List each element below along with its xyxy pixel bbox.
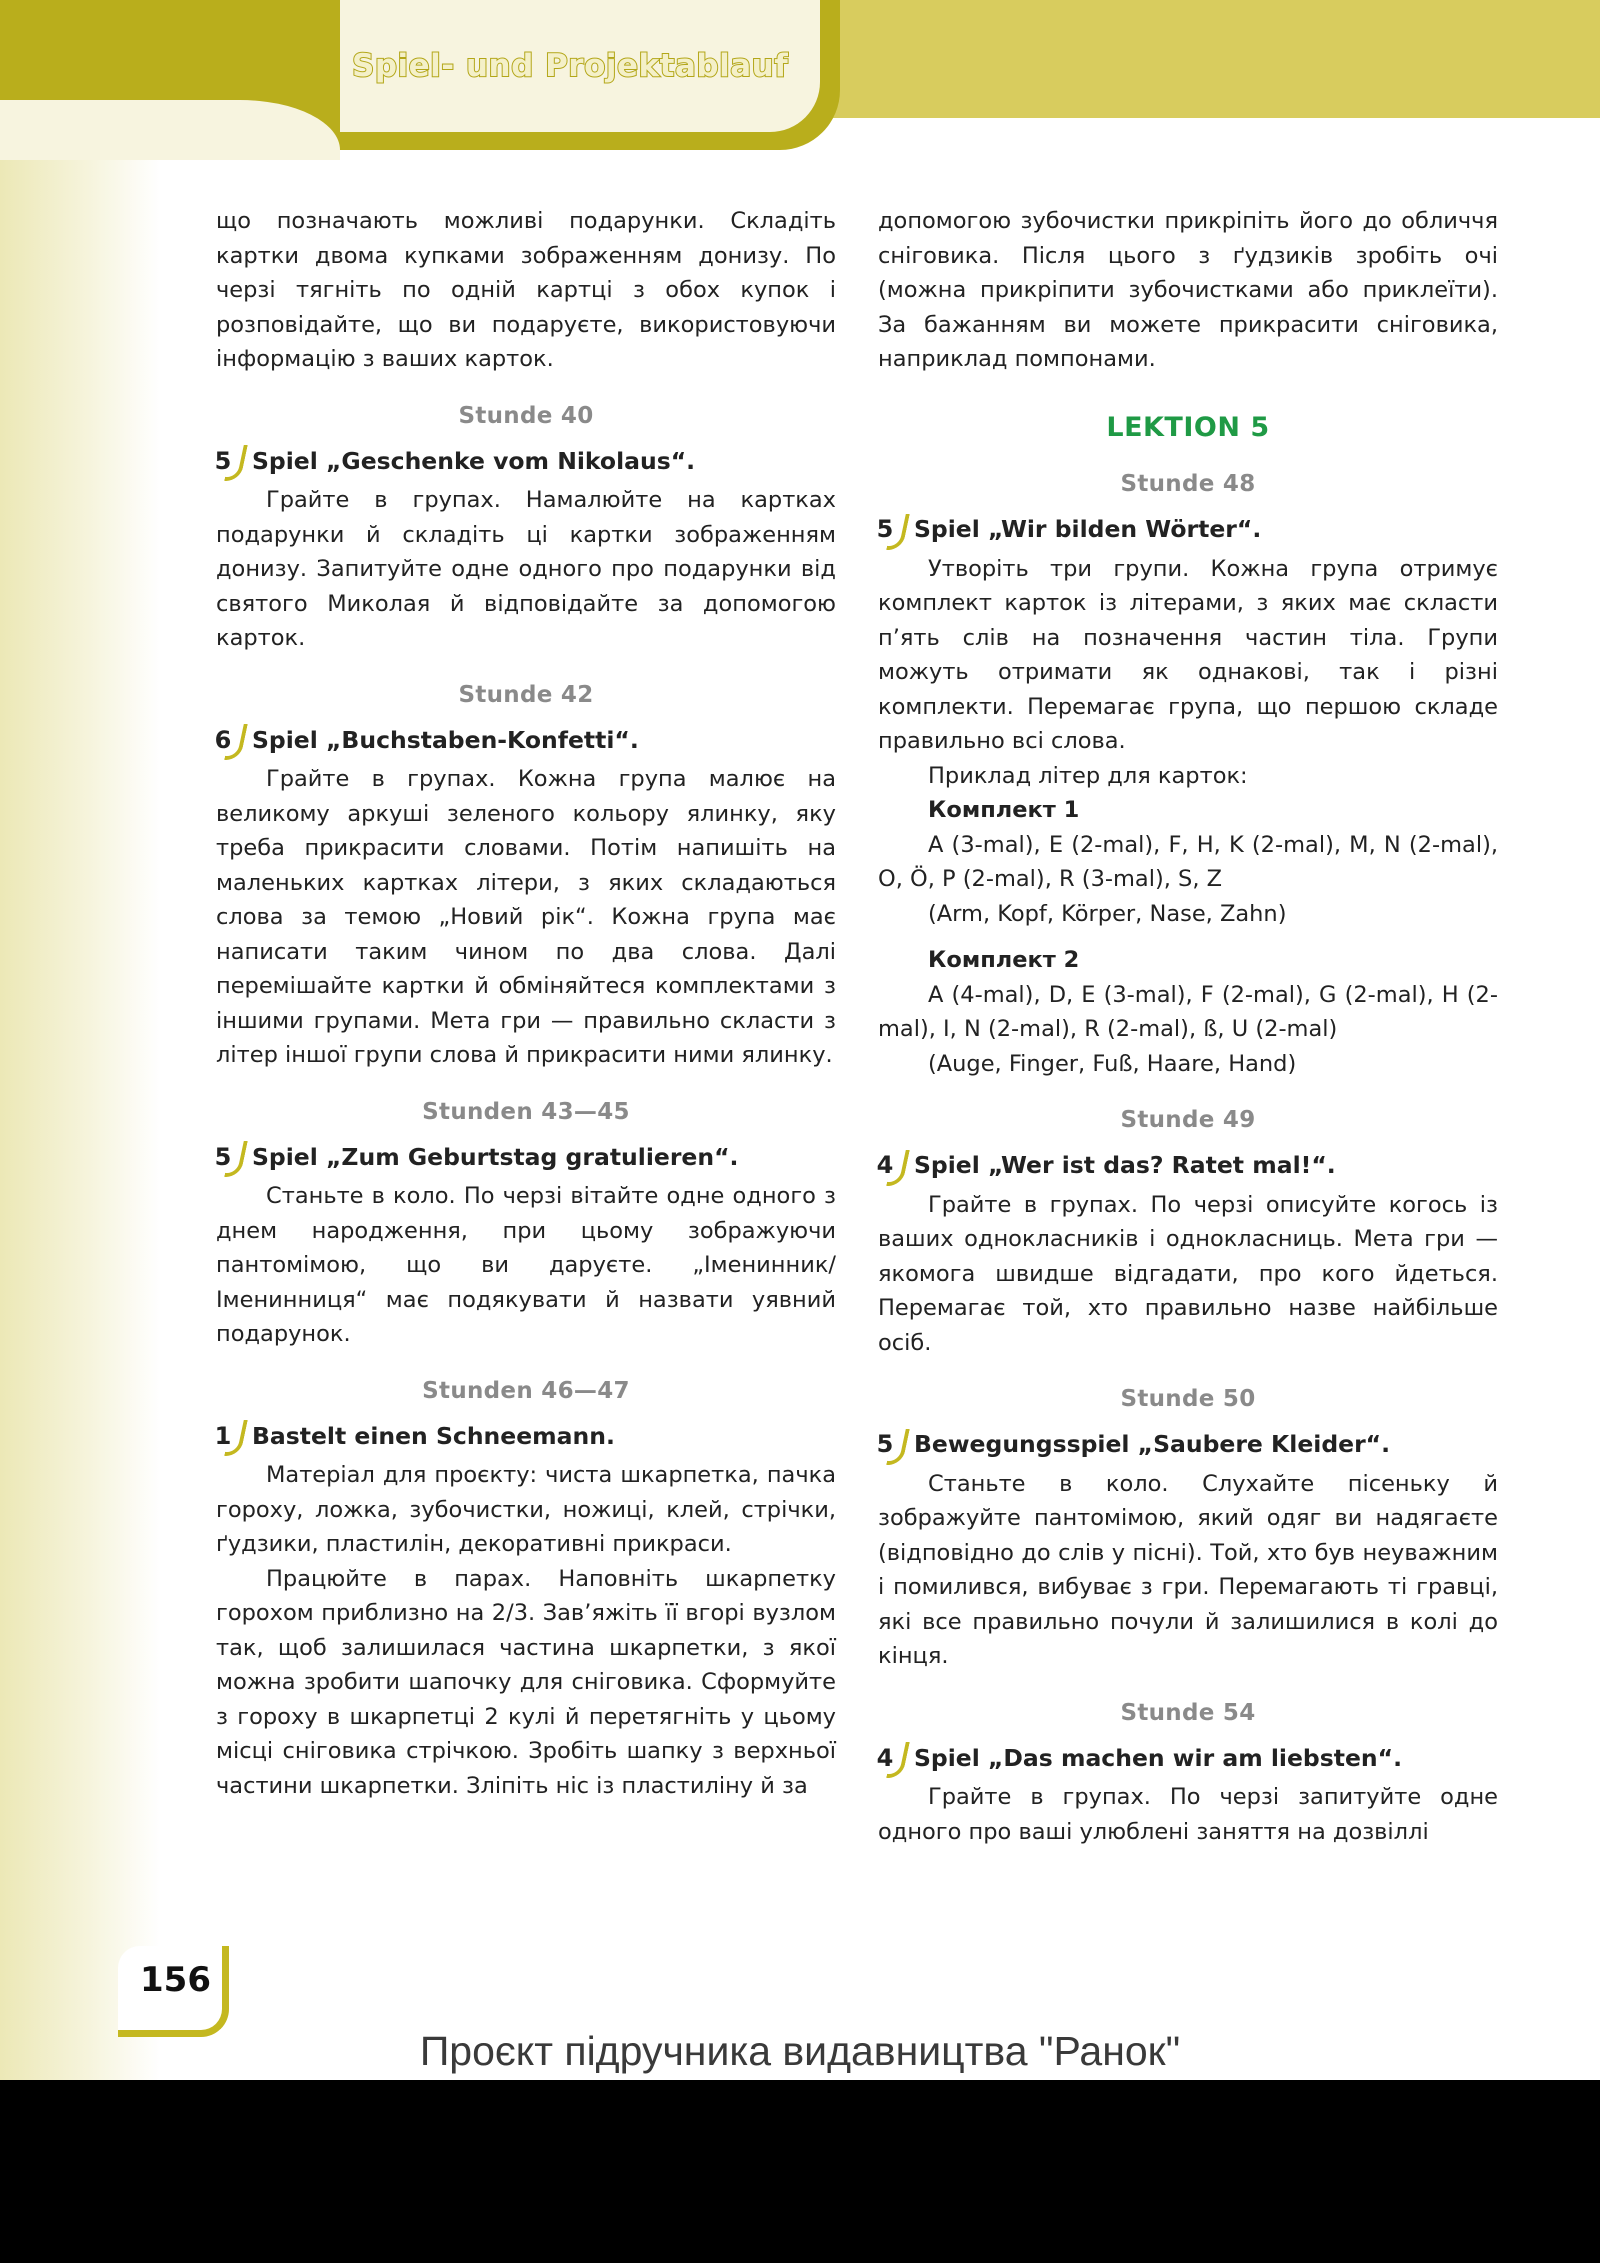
task-number (866, 1740, 904, 1776)
paragraph: (Auge, Finger, Fuß, Haare, Hand) (928, 1050, 1297, 1077)
task-number (204, 722, 242, 758)
lesson-heading: Stunde 50 (1120, 1386, 1256, 1412)
task-number-text: 1 (214, 1421, 232, 1450)
set-heading: Комплект 2 (928, 947, 1080, 973)
task-number (866, 1148, 904, 1184)
task-title: Bewegungsspiel „Saubere Kleider“. (914, 1430, 1391, 1459)
paragraph: (Arm, Kopf, Körper, Nase, Zahn) (928, 900, 1287, 927)
set-heading: Комплект 1 (928, 797, 1080, 823)
task-number-text: 4 (876, 1743, 894, 1772)
unit-heading: LEKTION 5 (1106, 411, 1270, 443)
paragraph: Приклад літер для карток: (928, 762, 1248, 789)
task-heading (866, 1148, 1498, 1184)
paragraph: Станьте в коло. Слухайте пісеньку й зображуйте пантомімою, який одяг ви надягаєте (відповідно до слів у пісні). Той, хто був неуважним і помилився, вибуває з гри. Перемагають ті гравці, які все правильно почули й залишилися в колі до кінця. (878, 1470, 1498, 1669)
right-column (878, 204, 1498, 1849)
task-number-text: 4 (876, 1151, 894, 1180)
lesson-heading: Stunde 42 (458, 681, 594, 708)
task-heading (204, 1139, 836, 1175)
task-title: Spiel „Zum Geburtstag gratulieren“. (252, 1142, 739, 1171)
task-number-text: 5 (876, 1430, 894, 1459)
task-number (866, 512, 904, 548)
task-title: Bastelt einen Schneemann. (252, 1421, 615, 1450)
paragraph: Грайте в групах. Кожна група малює на великому аркуші зеленого кольору ялинку, яку треба прикрасити словами. Потім напишіть на маленьких картках літери, з яких складаються слова за темою „Новий рік“. Кожна група має написати таким чином по два слова. Далі перемішайте картки й обміняйтеся комплектами з іншими групами. Мета гри — правильно скласти з літер іншої групи слова й прикрасити ними ялинку. (216, 766, 836, 1068)
header-swoosh (0, 100, 340, 160)
paragraph: A (4-mal), D, E (3-mal), F (2-mal), G (2-mal), H (2-mal), I, N (2-mal), R (2-mal), ß, U (2-mal) (878, 981, 1498, 1042)
task-heading (866, 1740, 1498, 1776)
paragraph: допомогою зубочистки прикріпіть його до обличчя сніговика. Після цього з ґудзиків зробіть очі (можна прикріпити зубочистками або приклеїти). За бажанням ви можете прикрасити сніговика, наприклад помпонами. (878, 208, 1498, 372)
publisher-footer: Проєкт підручника видавництва "Ранок" (419, 2028, 1181, 2074)
paragraph: Грайте в групах. Намалюйте на картках подарунки й складіть ці картки зображенням донизу. Запитуйте одне одного про подарунки від святого Миколая й відповідайте за допомогою карток. (216, 487, 836, 651)
paragraph: Матеріал для проєкту: чиста шкарпетка, пачка гороху, ложка, зубочистки, ножиці, клей, стрічки, ґудзики, пластилін, декоративні прикраси. (216, 1462, 836, 1557)
paragraph: A (3-mal), E (2-mal), F, H, K (2-mal), M, N (2-mal), O, Ö, P (2-mal), R (3-mal), S, Z (878, 831, 1498, 892)
paragraph: Грайте в групах. По черзі запитуйте одне одного про ваші улюблені заняття на дозвіллі (878, 1784, 1498, 1845)
paragraph: що позначають можливі подарунки. Складіть картки двома купками зображенням донизу. По черзі тягніть по одній картці з обох купок і розповідайте, що ви подаруєте, використовуючи інформацію з ваших карток. (216, 208, 836, 372)
paragraph: Утворіть три групи. Кожна група отримує комплект карток із літерами, з яких має скласти п’ять слів на позначення частин тіла. Групи можуть отримати як однакові, так і різні комплекти. Перемагає група, що першою складе правильно всі слова. (878, 555, 1498, 754)
lesson-heading: Stunde 54 (1120, 1699, 1256, 1726)
task-heading (204, 443, 836, 479)
task-number (204, 1139, 242, 1175)
paragraph: Працюйте в парах. Наповніть шкарпетку горохом приблизно на 2/3. Зав’яжіть її вгорі вузлом так, щоб залишилася частина шкарпетки, з якої можна зробити шапочку для сніговика. Сформуйте з гороху в шкарпетці 2 кулі й перетягніть у цьому місці сніговика стрічкою. Зробіть шапку з верхньої частини шкарпетки. Зліпіть ніс із пластиліну й за (216, 1565, 836, 1799)
task-number-text: 5 (876, 515, 894, 544)
paragraph: Станьте в коло. По черзі вітайте одне одного з днем народження, при цьому зображуючи пантомімою, що ви даруєте. „Іменинник/Іменинниця“ має подякувати й назвати уявний подарунок. (216, 1183, 836, 1347)
task-heading (204, 722, 836, 758)
lesson-heading: Stunde 40 (458, 402, 594, 429)
task-number-text: 6 (214, 725, 232, 754)
lesson-heading: Stunden 46—47 (422, 1377, 630, 1404)
task-title: Spiel „Geschenke vom Nikolaus“. (252, 446, 696, 475)
task-title: Spiel „Wer ist das? Ratet mal!“. (914, 1151, 1336, 1180)
left-column (216, 204, 836, 1803)
task-number-text: 5 (214, 1142, 232, 1171)
header-title: Spiel- und Projektablauf (352, 48, 789, 84)
task-number (866, 1427, 904, 1463)
black-bar (0, 2080, 1600, 2263)
lesson-heading: Stunde 48 (1120, 471, 1256, 497)
task-title: Spiel „Das machen wir am liebsten“. (914, 1743, 1403, 1772)
task-title: Spiel „Wir bilden Wörter“. (914, 515, 1262, 544)
lesson-heading: Stunde 49 (1120, 1107, 1256, 1133)
page-number: 156 (140, 1960, 211, 2000)
left-margin-band (0, 0, 160, 2080)
spacer (878, 931, 1498, 943)
paragraph: Грайте в групах. По черзі описуйте когось із ваших однокласників і однокласниць. Мета гри — якомога швидше відгадати, про кого йдеться. Перемагає той, хто правильно назве найбільше осіб. (878, 1191, 1498, 1356)
lesson-heading: Stunden 43—45 (422, 1098, 630, 1125)
task-heading (866, 512, 1498, 548)
task-title: Spiel „Buchstaben-Konfetti“. (252, 725, 639, 754)
task-number-text: 5 (214, 446, 232, 475)
task-heading (866, 1427, 1498, 1463)
task-number (204, 443, 242, 479)
task-number (204, 1418, 242, 1454)
task-heading (204, 1418, 836, 1454)
